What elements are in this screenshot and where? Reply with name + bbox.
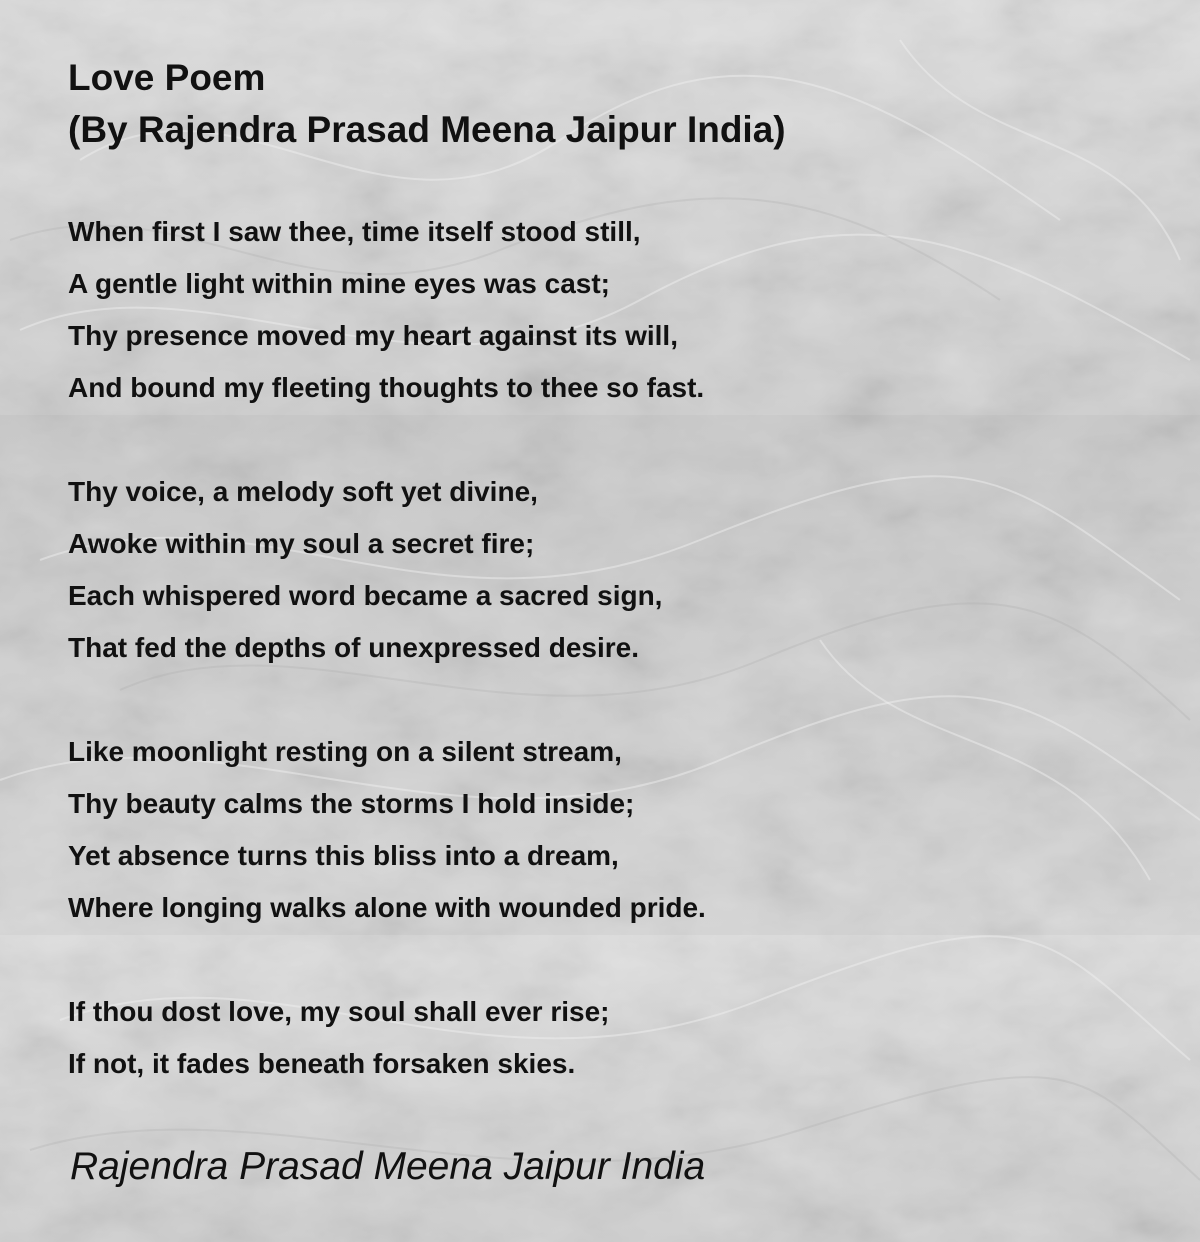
poem-line: A gentle light within mine eyes was cast;	[68, 268, 610, 299]
author-signature: Rajendra Prasad Meena Jaipur India	[70, 1145, 706, 1188]
stanza-4	[68, 986, 1168, 1090]
poem-line: Yet absence turns this bliss into a dream,	[68, 840, 619, 871]
poem-line: Like moonlight resting on a silent stream,	[68, 736, 622, 767]
poem-line: Each whispered word became a sacred sign,	[68, 580, 663, 611]
poem-line: Where longing walks alone with wounded pride.	[68, 892, 706, 923]
poem-line: Thy voice, a melody soft yet divine,	[68, 476, 538, 507]
poem-line: When first I saw thee, time itself stood still,	[68, 216, 641, 247]
poem-line: Thy presence moved my heart against its will,	[68, 320, 678, 351]
poem-line: Awoke within my soul a secret fire;	[68, 528, 535, 559]
poem-container	[68, 52, 1168, 1142]
stanza-2	[68, 466, 1168, 674]
poem-line: Thy beauty calms the storms I hold inside;	[68, 788, 635, 819]
title-text: Love Poem	[68, 57, 266, 98]
poem-title	[68, 52, 1168, 156]
stanza-3	[68, 726, 1168, 934]
poem-line: And bound my fleeting thoughts to thee so fast.	[68, 372, 705, 403]
byline-text: (By Rajendra Prasad Meena Jaipur India)	[68, 109, 786, 150]
poem-line: If not, it fades beneath forsaken skies.	[68, 1048, 576, 1079]
poem-line: If thou dost love, my soul shall ever rise;	[68, 996, 610, 1027]
stanza-1	[68, 206, 1168, 414]
poem-body	[68, 206, 1168, 1090]
poem-line: That fed the depths of unexpressed desire.	[68, 632, 640, 663]
